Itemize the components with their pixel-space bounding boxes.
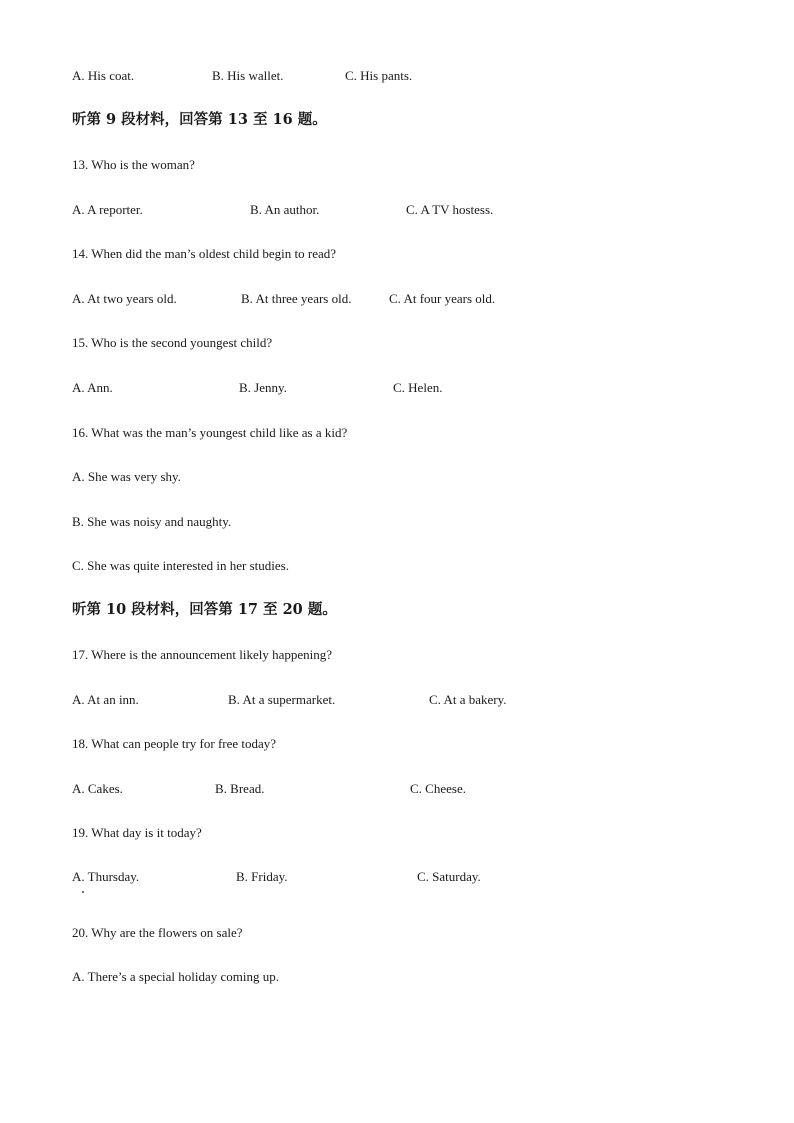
- q13-option-c: C. A TV hostess.: [406, 202, 494, 217]
- question-13: 13. Who is the woman?: [72, 157, 195, 172]
- question-15: 15. Who is the second youngest child?: [72, 335, 273, 350]
- q19-option-b: B. Friday.: [236, 869, 288, 884]
- q17-option-b: B. At a supermarket.: [228, 692, 336, 707]
- q19-option-a: A. Thursday.: [72, 869, 140, 884]
- question-14: 14. When did the man’s oldest child begin to read?: [72, 246, 337, 261]
- q15-option-a: A. Ann.: [72, 380, 113, 395]
- q14-option-a: A. At two years old.: [72, 291, 177, 306]
- q16-option-c: C. She was quite interested in her studies.: [72, 558, 289, 573]
- section-10-heading: 听第 10 段材料，回答第 17 至 20 题。: [72, 601, 337, 618]
- stray-mark: [82, 891, 84, 893]
- question-18: 18. What can people try for free today?: [72, 736, 277, 751]
- q12-option-c: C. His pants.: [345, 68, 413, 83]
- q18-option-a: A. Cakes.: [72, 781, 123, 796]
- q13-option-a: A. A reporter.: [72, 202, 143, 217]
- question-16: 16. What was the man’s youngest child like as a kid?: [72, 425, 348, 440]
- q14-option-b: B. At three years old.: [241, 291, 352, 306]
- q16-option-b: B. She was noisy and naughty.: [72, 514, 232, 529]
- q16-option-a: A. She was very shy.: [72, 469, 181, 484]
- q12-option-a: A. His coat.: [72, 68, 135, 83]
- q20-option-a: A. There’s a special holiday coming up.: [72, 969, 279, 984]
- question-20: 20. Why are the flowers on sale?: [72, 925, 243, 940]
- q13-option-b: B. An author.: [250, 202, 320, 217]
- q18-option-c: C. Cheese.: [410, 781, 466, 796]
- question-17: 17. Where is the announcement likely happening?: [72, 647, 333, 662]
- section-9-heading: 听第 9 段材料，回答第 13 至 16 题。: [72, 111, 327, 128]
- q14-option-c: C. At four years old.: [389, 291, 496, 306]
- q15-option-c: C. Helen.: [393, 380, 443, 395]
- q17-option-c: C. At a bakery.: [429, 692, 507, 707]
- q19-option-c: C. Saturday.: [417, 869, 481, 884]
- q18-option-b: B. Bread.: [215, 781, 265, 796]
- question-19: 19. What day is it today?: [72, 825, 202, 840]
- q17-option-a: A. At an inn.: [72, 692, 139, 707]
- q15-option-b: B. Jenny.: [239, 380, 287, 395]
- q12-option-b: B. His wallet.: [212, 68, 284, 83]
